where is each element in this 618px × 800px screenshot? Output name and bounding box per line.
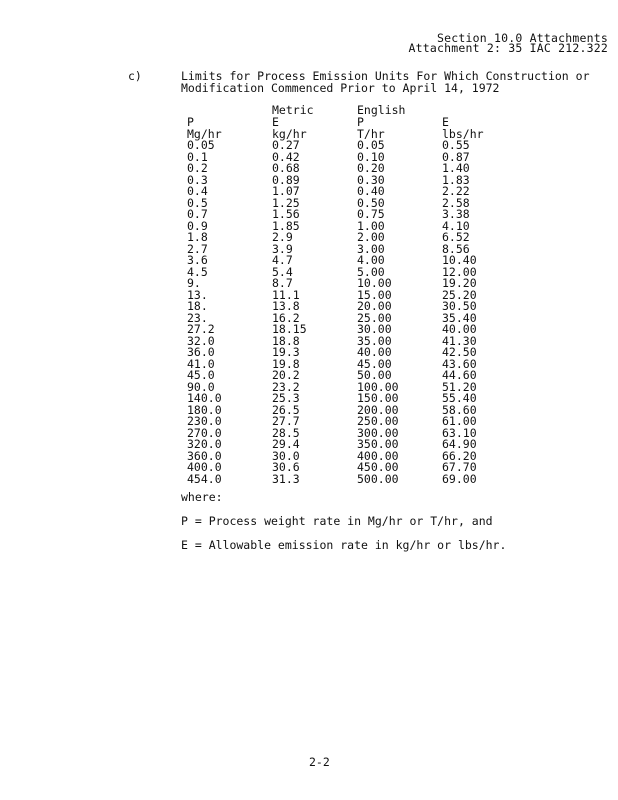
cell-e-lbs-hr: 3.38 xyxy=(442,207,470,221)
cell-p-mg-hr: 0.7 xyxy=(187,207,208,221)
cell-e-kg-hr: 23.2 xyxy=(272,379,300,394)
cell-p-t-hr: 15.00 xyxy=(357,287,392,302)
cell-e-lbs-hr: 63.10 xyxy=(442,425,477,440)
cell-p-t-hr: 25.00 xyxy=(357,310,392,325)
cell-p-mg-hr: 32.0 xyxy=(187,333,215,348)
cell-p-t-hr: 45.00 xyxy=(357,356,392,371)
cell-e-kg-hr: 16.2 xyxy=(272,310,300,325)
cell-p-t-hr: 350.00 xyxy=(357,437,399,451)
unit-t-hr: T/hr xyxy=(357,126,385,141)
cell-p-mg-hr: 41.0 xyxy=(187,356,215,371)
header-attachment-line: Attachment 2: 35 IAC 212.322 xyxy=(408,41,608,55)
cell-e-kg-hr: 0.68 xyxy=(272,161,300,175)
cell-p-t-hr: 100.00 xyxy=(357,379,399,394)
cell-p-t-hr: 0.20 xyxy=(357,161,385,175)
where-label: where: xyxy=(181,490,223,504)
cell-p-mg-hr: 454.0 xyxy=(187,471,222,486)
cell-e-kg-hr: 8.7 xyxy=(272,276,293,290)
cell-p-t-hr: 0.40 xyxy=(357,184,385,198)
symbol-e-metric: E xyxy=(272,115,279,129)
cell-e-kg-hr: 11.1 xyxy=(272,287,300,302)
cell-p-t-hr: 2.00 xyxy=(357,230,385,244)
cell-e-lbs-hr: 58.60 xyxy=(442,402,477,417)
cell-p-mg-hr: 45.0 xyxy=(187,368,215,382)
cell-p-t-hr: 450.00 xyxy=(357,460,399,474)
cell-e-lbs-hr: 1.83 xyxy=(442,172,470,187)
cell-e-lbs-hr: 40.00 xyxy=(442,322,477,336)
cell-e-kg-hr: 25.3 xyxy=(272,391,300,405)
cell-p-t-hr: 300.00 xyxy=(357,425,399,440)
header-section-line: Section 10.0 Attachments xyxy=(437,31,608,45)
cell-p-mg-hr: 0.1 xyxy=(187,149,208,164)
cell-p-mg-hr: 0.4 xyxy=(187,184,208,198)
cell-e-lbs-hr: 30.50 xyxy=(442,299,477,313)
cell-e-lbs-hr: 19.20 xyxy=(442,276,477,290)
cell-e-kg-hr: 5.4 xyxy=(272,264,293,279)
cell-e-lbs-hr: 2.22 xyxy=(442,184,470,198)
cell-e-lbs-hr: 66.20 xyxy=(442,448,477,463)
cell-p-mg-hr: 13. xyxy=(187,287,208,302)
cell-p-mg-hr: 4.5 xyxy=(187,264,208,279)
cell-e-kg-hr: 1.56 xyxy=(272,207,300,221)
cell-e-lbs-hr: 35.40 xyxy=(442,310,477,325)
cell-p-t-hr: 4.00 xyxy=(357,253,385,267)
cell-p-t-hr: 40.00 xyxy=(357,345,392,359)
symbol-p-metric: P xyxy=(187,115,194,129)
cell-e-lbs-hr: 8.56 xyxy=(442,241,470,256)
cell-p-mg-hr: 180.0 xyxy=(187,402,222,417)
cell-p-mg-hr: 1.8 xyxy=(187,230,208,244)
cell-e-lbs-hr: 43.60 xyxy=(442,356,477,371)
cell-e-lbs-hr: 12.00 xyxy=(442,264,477,279)
cell-e-lbs-hr: 42.50 xyxy=(442,345,477,359)
cell-p-t-hr: 1.00 xyxy=(357,218,385,233)
unit-mg-hr: Mg/hr xyxy=(187,126,222,141)
cell-e-kg-hr: 0.42 xyxy=(272,149,300,164)
cell-p-mg-hr: 0.3 xyxy=(187,172,208,187)
cell-e-kg-hr: 19.3 xyxy=(272,345,300,359)
section-label: c) xyxy=(128,69,142,83)
cell-p-mg-hr: 270.0 xyxy=(187,425,222,440)
cell-p-t-hr: 250.00 xyxy=(357,414,399,428)
cell-e-kg-hr: 2.9 xyxy=(272,230,293,244)
p-definition: P = Process weight rate in Mg/hr or T/hr, and xyxy=(181,514,493,528)
cell-p-mg-hr: 3.6 xyxy=(187,253,208,267)
symbol-e-english: E xyxy=(442,115,449,129)
cell-p-t-hr: 5.00 xyxy=(357,264,385,279)
cell-p-mg-hr: 2.7 xyxy=(187,241,208,256)
cell-e-lbs-hr: 69.00 xyxy=(442,471,477,486)
section-title-line-1: Limits for Process Emission Units For Which Construction or xyxy=(181,69,590,83)
cell-e-lbs-hr: 55.40 xyxy=(442,391,477,405)
cell-e-lbs-hr: 2.58 xyxy=(442,195,470,210)
cell-e-lbs-hr: 44.60 xyxy=(442,368,477,382)
e-definition: E = Allowable emission rate in kg/hr or lbs/hr. xyxy=(181,538,507,552)
cell-e-lbs-hr: 64.90 xyxy=(442,437,477,451)
cell-e-lbs-hr: 1.40 xyxy=(442,161,470,175)
cell-e-kg-hr: 1.85 xyxy=(272,218,300,233)
cell-e-kg-hr: 18.8 xyxy=(272,333,300,348)
cell-p-mg-hr: 320.0 xyxy=(187,437,222,451)
cell-p-mg-hr: 23. xyxy=(187,310,208,325)
cell-p-t-hr: 0.05 xyxy=(357,138,385,152)
cell-p-mg-hr: 0.2 xyxy=(187,161,208,175)
cell-e-kg-hr: 30.0 xyxy=(272,448,300,463)
cell-p-t-hr: 50.00 xyxy=(357,368,392,382)
page-number: 2-2 xyxy=(309,755,330,769)
cell-e-kg-hr: 3.9 xyxy=(272,241,293,256)
unit-kg-hr: kg/hr xyxy=(272,126,307,141)
cell-p-mg-hr: 36.0 xyxy=(187,345,215,359)
cell-p-t-hr: 0.30 xyxy=(357,172,385,187)
cell-e-lbs-hr: 0.55 xyxy=(442,138,470,152)
cell-p-mg-hr: 0.5 xyxy=(187,195,208,210)
cell-e-kg-hr: 31.3 xyxy=(272,471,300,486)
cell-e-kg-hr: 0.89 xyxy=(272,172,300,187)
cell-e-kg-hr: 1.07 xyxy=(272,184,300,198)
cell-p-mg-hr: 27.2 xyxy=(187,322,215,336)
cell-e-kg-hr: 27.7 xyxy=(272,414,300,428)
cell-p-t-hr: 3.00 xyxy=(357,241,385,256)
cell-e-kg-hr: 13.8 xyxy=(272,299,300,313)
cell-p-mg-hr: 140.0 xyxy=(187,391,222,405)
cell-p-mg-hr: 0.9 xyxy=(187,218,208,233)
cell-e-lbs-hr: 10.40 xyxy=(442,253,477,267)
cell-e-kg-hr: 19.8 xyxy=(272,356,300,371)
cell-e-lbs-hr: 4.10 xyxy=(442,218,470,233)
cell-e-kg-hr: 30.6 xyxy=(272,460,300,474)
cell-e-lbs-hr: 0.87 xyxy=(442,149,470,164)
cell-p-mg-hr: 0.05 xyxy=(187,138,215,152)
cell-e-kg-hr: 29.4 xyxy=(272,437,300,451)
cell-p-t-hr: 0.10 xyxy=(357,149,385,164)
cell-p-mg-hr: 400.0 xyxy=(187,460,222,474)
cell-p-t-hr: 0.50 xyxy=(357,195,385,210)
cell-e-lbs-hr: 51.20 xyxy=(442,379,477,394)
cell-p-mg-hr: 18. xyxy=(187,299,208,313)
section-title-line-2: Modification Commenced Prior to April 14, 1972 xyxy=(181,81,500,95)
cell-p-t-hr: 0.75 xyxy=(357,207,385,221)
cell-e-kg-hr: 18.15 xyxy=(272,322,307,336)
cell-p-t-hr: 10.00 xyxy=(357,276,392,290)
cell-p-t-hr: 35.00 xyxy=(357,333,392,348)
cell-e-lbs-hr: 41.30 xyxy=(442,333,477,348)
cell-e-lbs-hr: 61.00 xyxy=(442,414,477,428)
cell-p-mg-hr: 230.0 xyxy=(187,414,222,428)
cell-e-lbs-hr: 67.70 xyxy=(442,460,477,474)
cell-p-t-hr: 500.00 xyxy=(357,471,399,486)
cell-p-t-hr: 200.00 xyxy=(357,402,399,417)
cell-e-kg-hr: 1.25 xyxy=(272,195,300,210)
cell-p-mg-hr: 9. xyxy=(187,276,201,290)
cell-p-t-hr: 400.00 xyxy=(357,448,399,463)
unit-lbs-hr: lbs/hr xyxy=(442,126,484,141)
cell-e-lbs-hr: 25.20 xyxy=(442,287,477,302)
metric-header: Metric xyxy=(272,103,314,117)
english-header: English xyxy=(357,103,406,117)
cell-e-lbs-hr: 6.52 xyxy=(442,230,470,244)
cell-e-kg-hr: 28.5 xyxy=(272,425,300,440)
cell-p-t-hr: 20.00 xyxy=(357,299,392,313)
cell-e-kg-hr: 0.27 xyxy=(272,138,300,152)
symbol-p-english: P xyxy=(357,115,364,129)
cell-p-mg-hr: 360.0 xyxy=(187,448,222,463)
cell-e-kg-hr: 20.2 xyxy=(272,368,300,382)
cell-p-t-hr: 30.00 xyxy=(357,322,392,336)
cell-p-mg-hr: 90.0 xyxy=(187,379,215,394)
cell-e-kg-hr: 4.7 xyxy=(272,253,293,267)
cell-e-kg-hr: 26.5 xyxy=(272,402,300,417)
cell-p-t-hr: 150.00 xyxy=(357,391,399,405)
